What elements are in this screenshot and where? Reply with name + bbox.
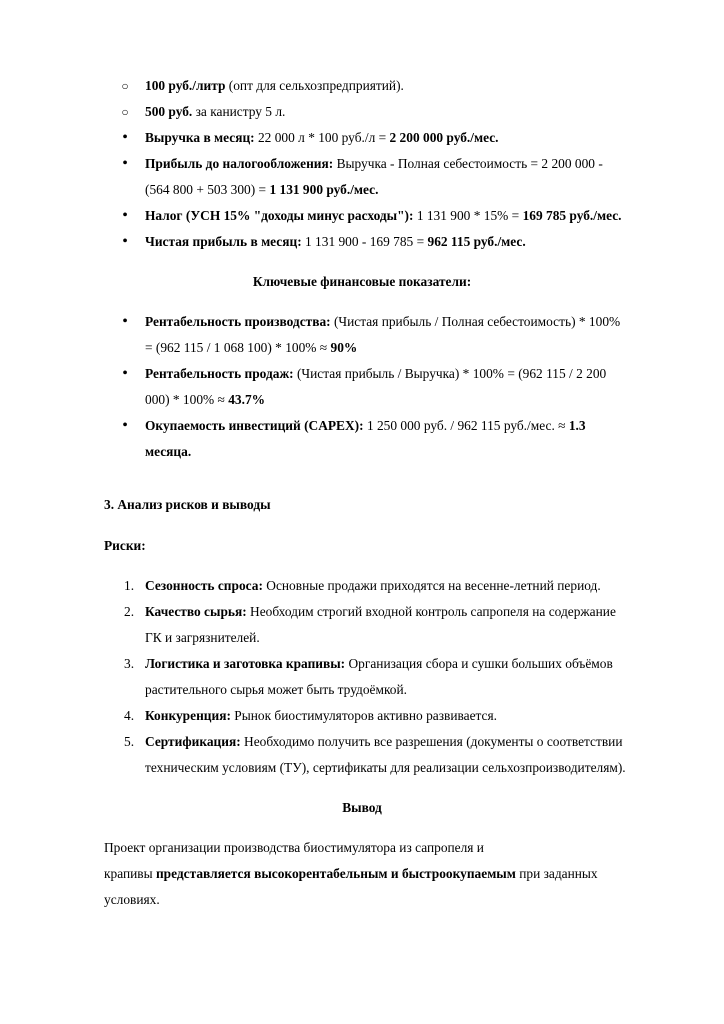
payback-line: Окупаемость инвестиций (CAPEX): 1 250 000 руб. / 962 115 руб./мес. ≈ 1.3 <box>145 418 586 433</box>
section-3-heading: 3. Анализ рисков и выводы <box>104 497 271 512</box>
production-profitability-line: Рентабельность производства: (Чистая прибыль / Полная себестоимость) * 100% <box>145 314 621 329</box>
production-profitability-line-2: = (962 115 / 1 068 100) * 100% ≈ 90% <box>145 340 358 355</box>
conclusion-heading: Вывод <box>342 800 382 815</box>
risk-number: 5. <box>124 734 135 749</box>
risk-item-continued: растительного сырья может быть трудоёмкой. <box>145 682 408 697</box>
risk-number: 2. <box>124 604 135 619</box>
risk-item-continued: ГК и загрязнителей. <box>145 630 260 645</box>
risk-item: Логистика и заготовка крапивы: Организация сбора и сушки больших объёмов <box>145 656 613 671</box>
revenue-line: Выручка в месяц: 22 000 л * 100 руб./л = 2 200 000 руб./мес. <box>145 130 499 145</box>
risk-item: Качество сырья: Необходим строгий входной контроль сапропеля на содержание <box>145 604 616 619</box>
risk-number: 3. <box>124 656 135 671</box>
bullet-icon: • <box>122 233 128 250</box>
profit-before-tax-line: Прибыль до налогообложения: Выручка - Полная себестоимость = 2 200 000 - <box>145 156 603 171</box>
price-wholesale: 100 руб./литр (опт для сельхозпредприятий). <box>145 78 404 93</box>
conclusion-line-2: крапивы представляется высокорентабельным и быстроокупаемым при заданных <box>104 866 598 881</box>
conclusion-line-1: Проект организации производства биостимулятора из сапропеля и <box>104 840 484 855</box>
risk-item: Конкуренция: Рынок биостимуляторов активно развивается. <box>145 708 497 723</box>
risk-number: 4. <box>124 708 135 723</box>
net-profit-line: Чистая прибыль в месяц: 1 131 900 - 169 785 = 962 115 руб./мес. <box>145 234 526 249</box>
circle-bullet-icon: ○ <box>121 79 129 93</box>
bullet-icon: • <box>122 313 128 330</box>
bullet-icon: • <box>122 365 128 382</box>
risk-item: Сертификация: Необходимо получить все разрешения (документы о соответствии <box>145 734 623 749</box>
price-canister: 500 руб. за канистру 5 л. <box>145 104 286 119</box>
payback-line-2: месяца. <box>145 444 192 459</box>
sales-profitability-line-2: 000) * 100% ≈ 43.7% <box>145 392 266 407</box>
profit-before-tax-line-2: (564 800 + 503 300) = 1 131 900 руб./мес. <box>145 182 379 197</box>
bullet-icon: • <box>122 155 128 172</box>
conclusion-line-3: условиях. <box>104 892 160 907</box>
bullet-icon: • <box>122 417 128 434</box>
risk-item-continued: техническим условиям (ТУ), сертификаты для реализации сельхозпроизводителям). <box>145 760 626 775</box>
circle-bullet-icon: ○ <box>121 105 129 119</box>
risks-label: Риски: <box>104 538 146 553</box>
risk-item: Сезонность спроса: Основные продажи приходятся на весенне-летний период. <box>145 578 601 593</box>
risk-number: 1. <box>124 578 135 593</box>
bullet-icon: • <box>122 129 128 146</box>
indicators-heading: Ключевые финансовые показатели: <box>252 274 472 289</box>
tax-line: Налог (УСН 15% "доходы минус расходы"): 1 131 900 * 15% = 169 785 руб./мес. <box>145 208 622 223</box>
bullet-icon: • <box>122 207 128 224</box>
sales-profitability-line: Рентабельность продаж: (Чистая прибыль / Выручка) * 100% = (962 115 / 2 200 <box>145 366 607 381</box>
